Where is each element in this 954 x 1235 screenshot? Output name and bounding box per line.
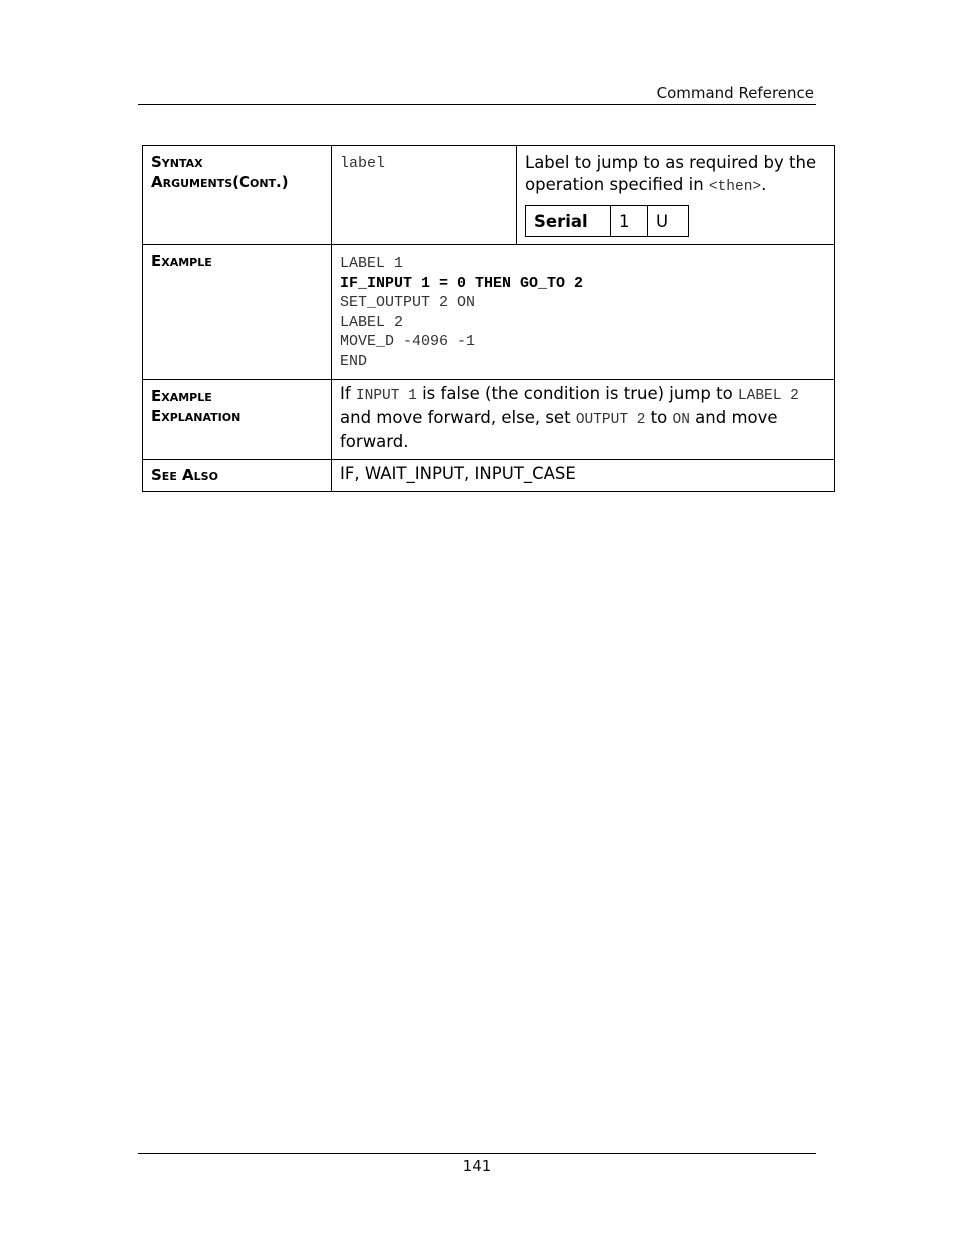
explanation-label: [143, 380, 332, 460]
explanation-code: OUTPUT 2: [575, 412, 646, 428]
example-label: Example: [143, 245, 332, 380]
explanation-code: INPUT 1: [355, 388, 417, 404]
argument-name-cell: [332, 146, 517, 245]
footer-rule: [138, 1153, 816, 1154]
explanation-row: [143, 380, 835, 460]
explanation-label-line1: Example: [151, 387, 212, 405]
serial-name: Serial: [526, 206, 611, 237]
example-code-line: MOVE_D -4096 -1: [340, 333, 476, 351]
explanation-text-part: If: [340, 384, 356, 403]
running-header: Command Reference: [656, 84, 814, 102]
page-number: 141: [462, 1157, 492, 1175]
argument-description: [525, 152, 826, 198]
explanation-text-part: is false (the condition is true) jump to: [416, 384, 738, 403]
example-code-line: IF_INPUT 1 = 0 THEN GO_TO 2: [340, 274, 584, 292]
serial-table: [525, 205, 689, 237]
example-code-line: LABEL 2: [340, 313, 404, 331]
description-code: <then>: [708, 179, 762, 195]
explanation-text-cell: [332, 380, 835, 460]
example-row: [143, 245, 835, 380]
see-also-cell: [332, 460, 835, 492]
argument-name: label: [340, 155, 386, 172]
syntax-label-line1: Syntax: [151, 153, 203, 171]
command-table: [142, 145, 835, 492]
explanation-text-part: and move forward, else, set: [340, 408, 576, 427]
see-also-row: [143, 460, 835, 492]
example-code-line: END: [340, 352, 368, 370]
example-code-block: [340, 254, 826, 372]
serial-value: 1: [611, 206, 648, 237]
example-code-line: LABEL 1: [340, 255, 404, 272]
serial-type: U: [648, 206, 689, 237]
syntax-arguments-label: [143, 146, 332, 245]
header-rule: [138, 104, 816, 105]
explanation-code: ON: [672, 412, 690, 428]
explanation-label-line2: Explanation: [151, 407, 241, 425]
example-code-line: SET_OUTPUT 2 ON: [340, 294, 476, 312]
explanation-text-part: and move forward.: [340, 408, 778, 451]
syntax-label-line2: Arguments(Cont.): [151, 173, 289, 191]
example-code-cell: [332, 245, 835, 380]
see-also-text: IF, WAIT_INPUT, INPUT_CASE: [340, 464, 576, 483]
explanation-text-part: to: [645, 408, 673, 427]
explanation-code: LABEL 2: [737, 388, 799, 404]
description-text: Label to jump to as required by the operation specified in: [525, 153, 817, 194]
argument-description-cell: [517, 146, 835, 245]
see-also-label: See Also: [143, 460, 332, 492]
description-end: .: [761, 175, 767, 194]
explanation-text: [340, 383, 826, 453]
syntax-arguments-row: [143, 146, 835, 245]
